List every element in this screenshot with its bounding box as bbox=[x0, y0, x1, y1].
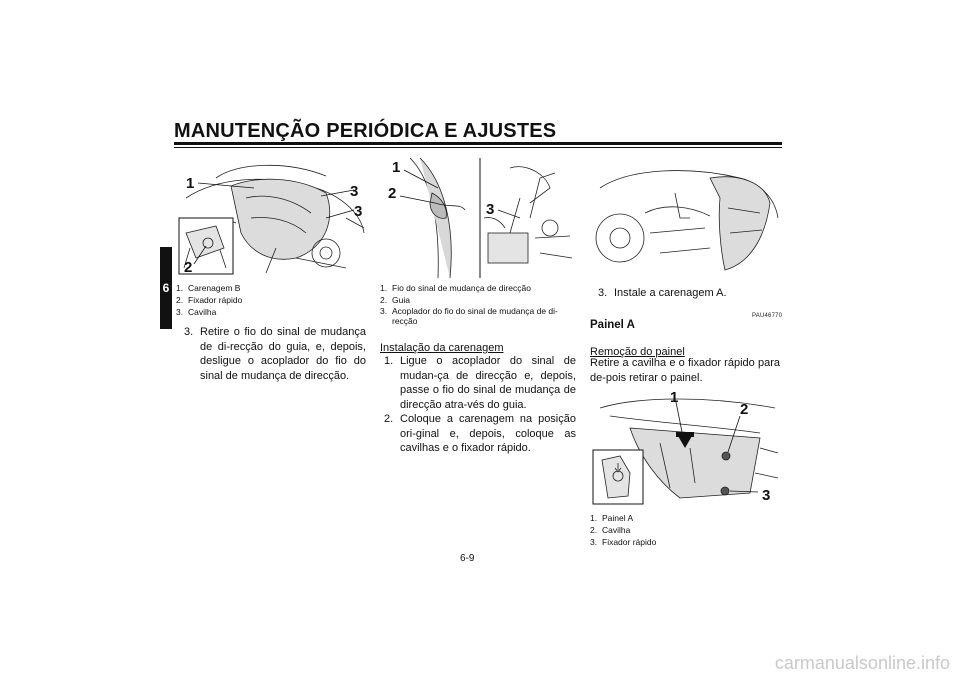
caption-item: 1. Painel A bbox=[590, 513, 634, 523]
caption-item: 3. Acoplador do fio do sinal de mudança de di-recção bbox=[380, 306, 558, 326]
callout-3: 3 bbox=[762, 487, 771, 504]
figure-fairing-b bbox=[176, 158, 366, 278]
callout-1: 1 bbox=[186, 175, 195, 192]
step-3-remove-wire: 3. Retire o fio do sinal de mudança de di-recção do guia, e, depois, desligue o acoplador do fio do sinal de mudança de direcção. bbox=[184, 326, 366, 382]
callout-3: 3 bbox=[486, 201, 495, 218]
step-item: 2. Coloque a carenagem na posição ori-ginal e, depois, coloque as cavilhas e o fixador rápido. bbox=[384, 413, 576, 454]
step-3-install-fairing: 3. Instale a carenagem A. bbox=[598, 287, 727, 299]
caption-item: 2. Cavilha bbox=[590, 525, 631, 535]
caption-item: 2. Guia bbox=[380, 295, 410, 305]
title-rule bbox=[174, 142, 782, 145]
page-title: MANUTENÇÃO PERIÓDICA E AJUSTES bbox=[174, 120, 557, 142]
caption-list bbox=[590, 512, 780, 548]
caption-list bbox=[380, 282, 576, 326]
caption-item: 2. Fixador rápido bbox=[176, 295, 243, 305]
callout-3a: 3 bbox=[350, 183, 359, 200]
callout-2: 2 bbox=[184, 259, 193, 276]
figure-turn-signal-wire bbox=[380, 158, 574, 278]
step-item: 1. Ligue o acoplador do sinal de mudan-ça de direcção e, depois, passe o fio do sinal de mudança de direcção atra-vés do guia. bbox=[384, 355, 576, 411]
caption-item: 1. Carenagem B bbox=[176, 283, 241, 293]
fairing-b-illustration bbox=[176, 158, 366, 278]
title-rule-thin bbox=[174, 147, 782, 148]
figure-fairing-a bbox=[590, 158, 780, 278]
caption-list bbox=[176, 282, 366, 318]
callout-1: 1 bbox=[670, 389, 679, 406]
turn-signal-illustration bbox=[380, 158, 574, 278]
callout-3b: 3 bbox=[354, 203, 363, 220]
caption-item: 3. Fixador rápido bbox=[590, 537, 657, 547]
watermark-text: carmanualsonline.info bbox=[774, 653, 950, 673]
callout-2: 2 bbox=[388, 185, 397, 202]
page-number: 6-9 bbox=[460, 553, 475, 564]
chapter-tab: 6 bbox=[160, 247, 172, 329]
figure-panel-a bbox=[590, 388, 780, 506]
section-subheading: Instalação da carenagem bbox=[380, 342, 504, 354]
section-heading: Painel A bbox=[590, 319, 635, 331]
install-steps bbox=[384, 354, 576, 456]
caption-item: 3. Cavilha bbox=[176, 307, 217, 317]
callout-2: 2 bbox=[740, 401, 749, 418]
callout-1: 1 bbox=[392, 159, 401, 176]
fairing-a-illustration bbox=[590, 158, 780, 278]
panel-a-illustration bbox=[590, 388, 780, 506]
section-subheading: Remoção do painel bbox=[590, 346, 685, 358]
caption-item: 1. Fio do sinal de mudança de direcção bbox=[380, 283, 531, 293]
removal-paragraph: Retire a cavilha e o fixador rápido para de-pois retirar o painel. bbox=[590, 357, 780, 384]
reference-code: PAU46770 bbox=[752, 313, 783, 319]
